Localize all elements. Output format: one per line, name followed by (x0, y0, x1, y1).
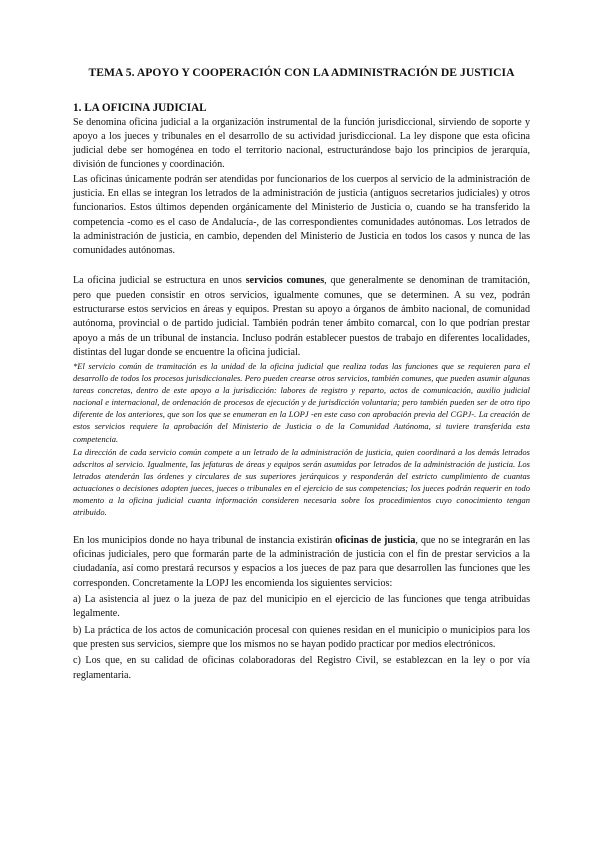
section-heading: 1. LA OFICINA JUDICIAL (73, 102, 207, 114)
paragraph-structure-text-1: La oficina judicial se estructura en unos (73, 275, 246, 287)
paragraph-oficinas-justicia (73, 534, 530, 591)
document-page (73, 66, 530, 683)
term-servicios-comunes: servicios comunes (245, 275, 325, 287)
paragraph-definition: Se denomina oficina judicial a la organización instrumental de la función jurisdiccional, sirviendo de soporte y apoyo a los jueces y tribunales en el desarrollo de su actividad jurisdiccional. La ley dispone que esta oficina judicial debe ser homogénea en todo el territorio nacional, estructurándose bajo los principios de jerarquía, división de funciones y coordinación. (73, 116, 530, 171)
paragraph-oficinas-text-1: En los municipios donde no haya tribunal de instancia existirán (73, 534, 336, 546)
paragraph-oficinas-text-2: , que no se integrarán en las oficinas judiciales, pero que formarán parte de la administración de justicia con el fin de prestar servicios a la ciudadanía, así como prestará recursos y espacios a los jueces de paz para que desarrollen las funciones que les corresponden. Concretamente la LOPJ les encomienda los siguientes servicios: (73, 534, 530, 589)
paragraph-structure-text-2: , que generalmente se denominan de tramitación, pero que pueden consistir en otros servicios, igualmente comunes, que se determinen. A su vez, podrán estructurarse estos servicios en áreas y equipos. Prestan su apoyo a órganos de ámbito nacional, de comunidad autónoma, provincial o de partido judicial. También podrán tener ámbito comarcal, con lo que podrían prestar apoyo a más de un tribunal de instancia. Incluso podrán establecer puestos de trabajo en diferentes localidades, distintas del lugar donde se encuentre la oficina judicial. (73, 275, 531, 358)
document-title: TEMA 5. APOYO Y COOPERACIÓN CON LA ADMINISTRACIÓN DE JUSTICIA (88, 66, 515, 79)
paragraph-structure (73, 274, 530, 360)
note-servicio-comun: *El servicio común de tramitación es la unidad de la oficina judicial que realiza todas las funciones que se requieren para el desarrollo de todos los procesos jurisdiccionales. Pero pueden crearse otros servicios, también comunes, que pueden asumir algunas tareas concretas, dentro de este apoyo a la jurisdicción: labores de registro y reparto, actos de comunicación, auxilio judicial nacional e internacional, de ordenación de procesos de ejecución y de jurisdicción voluntaria; pero también pueden ser de otro tipo diferente de los anteriores, que son los que se enumeran en la LOPJ -en este caso con aprobación previa del CGPJ-. La creación de estos servicios requiere la aprobación del Ministerio de Justicia o de la Comunidad Autónoma, si tuviere transferida esta competencia. (73, 361, 530, 444)
note-direccion: La dirección de cada servicio común compete a un letrado de la administración de justicia, quien coordinará a los demás letrados adscritos al servicio. Igualmente, las jefaturas de áreas y equipos serán asumidas por letrados de la administración de justicia. Los letrados atenderán las órdenes y circulares de sus superiores jerárquicos y responderán del estricto cumplimiento de cuantas actuaciones o decisiones adopten jueces, jueces o tribunales en el ejercicio de sus competencias; los jueces podrán requerir en todo momento a la oficina judicial cuanta información consideren necesaria sobre los procedimientos cuyo conocimiento tengan atribuido. (73, 446, 530, 517)
term-oficinas-justicia: oficinas de justicia (335, 534, 416, 546)
list-item-a: a) La asistencia al juez o la jueza de paz del municipio en el ejercicio de las funciones que tenga atribuidas legalmente. (73, 594, 530, 620)
paragraph-staffing: Las oficinas únicamente podrán ser atendidas por funcionarios de los cuerpos al servicio de la administración de justicia. En ellas se integran los letrados de la administración de justicia (antiguos secretarios judiciales) y otros funcionarios. Estos últimos dependen orgánicamente del Ministerio de Justicia o, cuando se ha transferido la competencia -como es el caso de Andalucía-, de las correspondientes comunidades autónomas. Los letrados de la administración de justicia, en cambio, dependen del Ministerio de Justicia en todos los casos y nunca de las comunidades autónomas. (73, 173, 530, 257)
list-item-b: b) La práctica de los actos de comunicación procesal con quienes residan en el municipio o municipios para los que presten sus servicios, siempre que los mismos no se hayan podido practicar por medios electrónicos. (73, 624, 530, 650)
list-item-c: c) Los que, en su calidad de oficinas colaboradoras del Registro Civil, se establezcan en la ley o por vía reglamentaria. (73, 655, 530, 681)
